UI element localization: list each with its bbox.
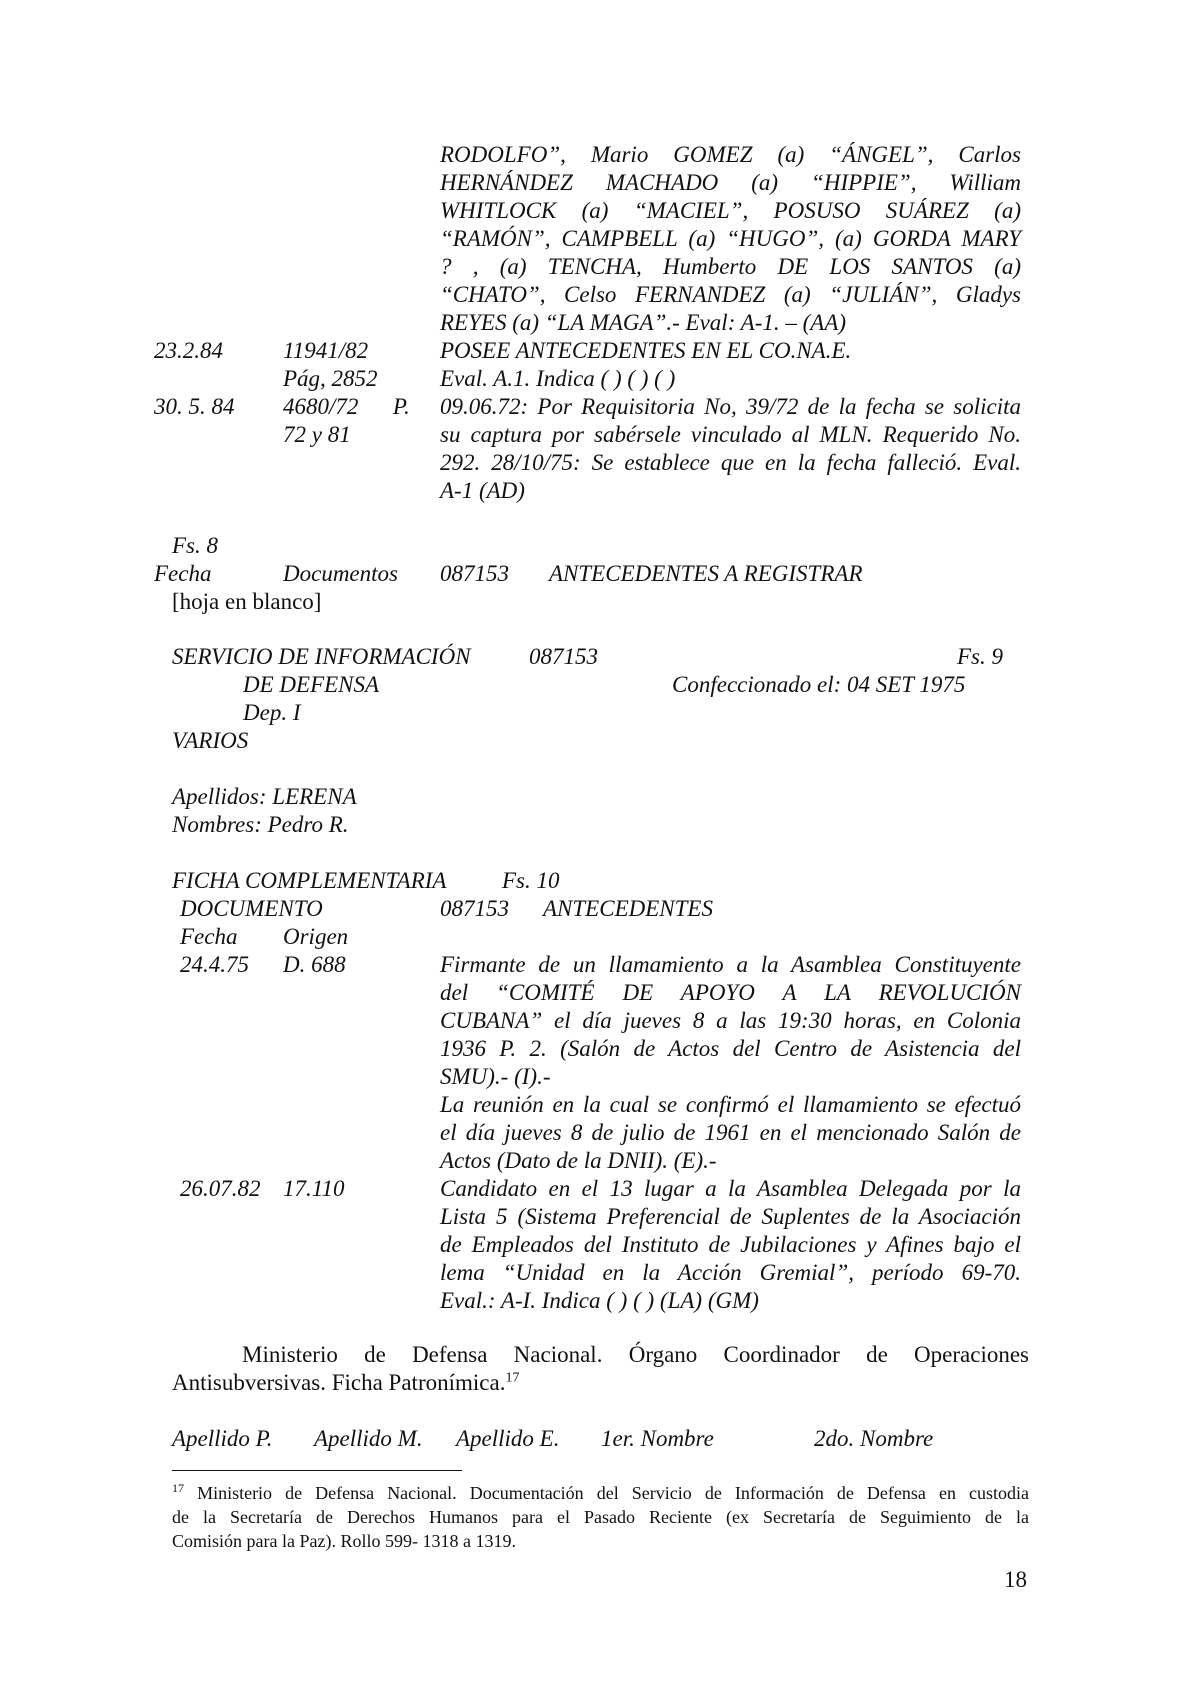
fs9-service-line: DE DEFENSA: [243, 672, 380, 697]
text-line: CUBANA” el día jueves 8 a las 19:30 horas, en Colonia: [440, 1008, 1021, 1033]
footnote: [172, 1481, 1029, 1553]
text-span: Antisubversivas. Ficha Patronímica.: [172, 1370, 506, 1395]
text-line: POSEE ANTECEDENTES EN EL CO.NA.E.: [440, 338, 852, 363]
footnote-line: de la Secretaría de Derechos Humanos para el Pasado Reciente (ex Secretaría de Seguimiento de la: [172, 1507, 1029, 1527]
fs9-surnames: Apellidos: LERENA: [172, 784, 357, 809]
entry-date: 30. 5. 84: [154, 394, 235, 419]
text-line: Actos (Dato de la DNII). (E).-: [440, 1148, 717, 1173]
entry-document: 11941/82: [283, 338, 369, 363]
entry-date: 23.2.84: [154, 338, 223, 363]
text-line: WHITLOCK (a) “MACIEL”, POSUSO SUÁREZ (a): [440, 198, 1021, 223]
text-line: 292. 28/10/75: Se establece que en la fecha falleció. Eval.: [440, 450, 1021, 475]
fs9-label: Fs. 9: [957, 644, 1003, 669]
fs8-note: [hoja en blanco]: [172, 589, 322, 614]
footnote-reference: 17: [505, 1370, 520, 1386]
text-line: de Empleados del Instituto de Jubilaciones y Afines bajo el: [440, 1232, 1021, 1257]
text-line: REYES (a) “LA MAGA”.- Eval: A-1. – (AA): [440, 310, 847, 335]
entry-text: [440, 337, 1021, 393]
fs9-number: 087153: [529, 644, 598, 669]
fs8-heading: ANTECEDENTES A REGISTRAR: [549, 561, 863, 586]
fs10-antecedentes: ANTECEDENTES: [543, 896, 713, 921]
fs8-label: Fs. 8: [172, 533, 218, 558]
entry-text: [440, 393, 1021, 505]
name-header-apellido-e: Apellido E.: [456, 1426, 560, 1451]
text-line: del “COMITÉ DE APOYO A LA REVOLUCIÓN: [440, 980, 1021, 1005]
footnote-line: Comisión para la Paz). Rollo 599- 1318 a 1319.: [172, 1531, 516, 1551]
entry-document: 72 y 81: [283, 422, 351, 447]
fs10-number: 087153: [440, 896, 509, 921]
fs10-entry-text: [440, 1175, 1021, 1315]
fs9-service-line: VARIOS: [172, 728, 249, 753]
name-header-first-name: 1er. Nombre: [601, 1426, 714, 1451]
name-header-apellido-m: Apellido M.: [314, 1426, 423, 1451]
fs10-col-fecha: Fecha: [180, 924, 238, 949]
text-line: SMU).- (I).-: [440, 1064, 551, 1089]
fs10-entry-text: [440, 951, 1021, 1175]
text-line: lema “Unidad en la Acción Gremial”, período 69-70.: [440, 1260, 1021, 1285]
text-line: su captura por sabérsele vinculado al MLN. Requerido No.: [440, 422, 1021, 447]
text-line: 1936 P. 2. (Salón de Actos del Centro de Asistencia del: [440, 1036, 1021, 1061]
text-line: Ministerio de Defensa Nacional. Órgano Coordinador de Operaciones: [242, 1342, 1029, 1367]
text-span: Ministerio de Defensa Nacional. Documentación del Servicio de Información de Defensa en custodia: [197, 1483, 1029, 1503]
fs9-names: Nombres: Pedro R.: [172, 812, 349, 837]
text-line: Firmante de un llamamiento a la Asamblea Constituyente: [440, 952, 1021, 977]
continuation-paragraph: [440, 141, 1021, 337]
fs9-service-line: Dep. I: [243, 700, 301, 725]
text-line: 09.06.72: Por Requisitoria No, 39/72 de la fecha se solicita: [440, 394, 1021, 419]
text-line: A-1 (AD): [440, 478, 525, 503]
text-line: “RAMÓN”, CAMPBELL (a) “HUGO”, (a) GORDA MARY: [440, 226, 1021, 251]
fs10-label: Fs. 10: [502, 868, 560, 893]
fs10-entry-date: 26.07.82: [180, 1176, 261, 1201]
fs9-made-on: Confeccionado el: 04 SET 1975: [672, 672, 966, 697]
text-line: “CHATO”, Celso FERNANDEZ (a) “JULIÁN”, Gladys: [440, 282, 1021, 307]
page-number: 18: [1004, 1567, 1027, 1592]
text-line: La reunión en la cual se confirmó el llamamiento se efectuó: [440, 1092, 1021, 1117]
entry-document: 4680/72 P.: [283, 394, 410, 419]
entry-document: Pág, 2852: [283, 366, 378, 391]
fs10-title: FICHA COMPLEMENTARIA: [172, 868, 447, 893]
footnote-line: [172, 1481, 1029, 1505]
fs10-entry-origin: D. 688: [283, 952, 346, 977]
text-line: RODOLFO”, Mario GOMEZ (a) “ÁNGEL”, Carlos: [440, 142, 1021, 167]
name-header-second-name: 2do. Nombre: [814, 1426, 934, 1451]
fs9-service-line: SERVICIO DE INFORMACIÓN: [172, 644, 471, 669]
text-line: Lista 5 (Sistema Preferencial de Suplentes de la Asociación: [440, 1204, 1021, 1229]
ministry-paragraph: [172, 1341, 1029, 1397]
fs10-entry-origin: 17.110: [283, 1176, 345, 1201]
fs10-documento: DOCUMENTO: [180, 896, 323, 921]
fs8-col-fecha: Fecha: [154, 561, 212, 586]
text-line: Candidato en el 13 lugar a la Asamblea Delegada por la: [440, 1176, 1021, 1201]
footnote-number: 17: [172, 1481, 184, 1495]
fs10-col-origen: Origen: [283, 924, 349, 949]
name-header-apellido-p: Apellido P.: [172, 1426, 273, 1451]
fs8-col-documentos: Documentos: [283, 561, 398, 586]
text-line: Eval.: A-I. Indica ( ) ( ) (LA) (GM): [440, 1288, 759, 1313]
footnote-separator: [172, 1470, 462, 1471]
text-line: Eval. A.1. Indica ( ) ( ) ( ): [440, 366, 676, 391]
fs8-number: 087153: [440, 561, 509, 586]
text-line: [172, 1369, 1029, 1397]
text-line: el día jueves 8 de julio de 1961 en el mencionado Salón de: [440, 1120, 1021, 1145]
fs10-entry-date: 24.4.75: [180, 952, 249, 977]
text-line: ? , (a) TENCHA, Humberto DE LOS SANTOS (a): [440, 254, 1021, 279]
text-line: HERNÁNDEZ MACHADO (a) “HIPPIE”, William: [440, 170, 1021, 195]
